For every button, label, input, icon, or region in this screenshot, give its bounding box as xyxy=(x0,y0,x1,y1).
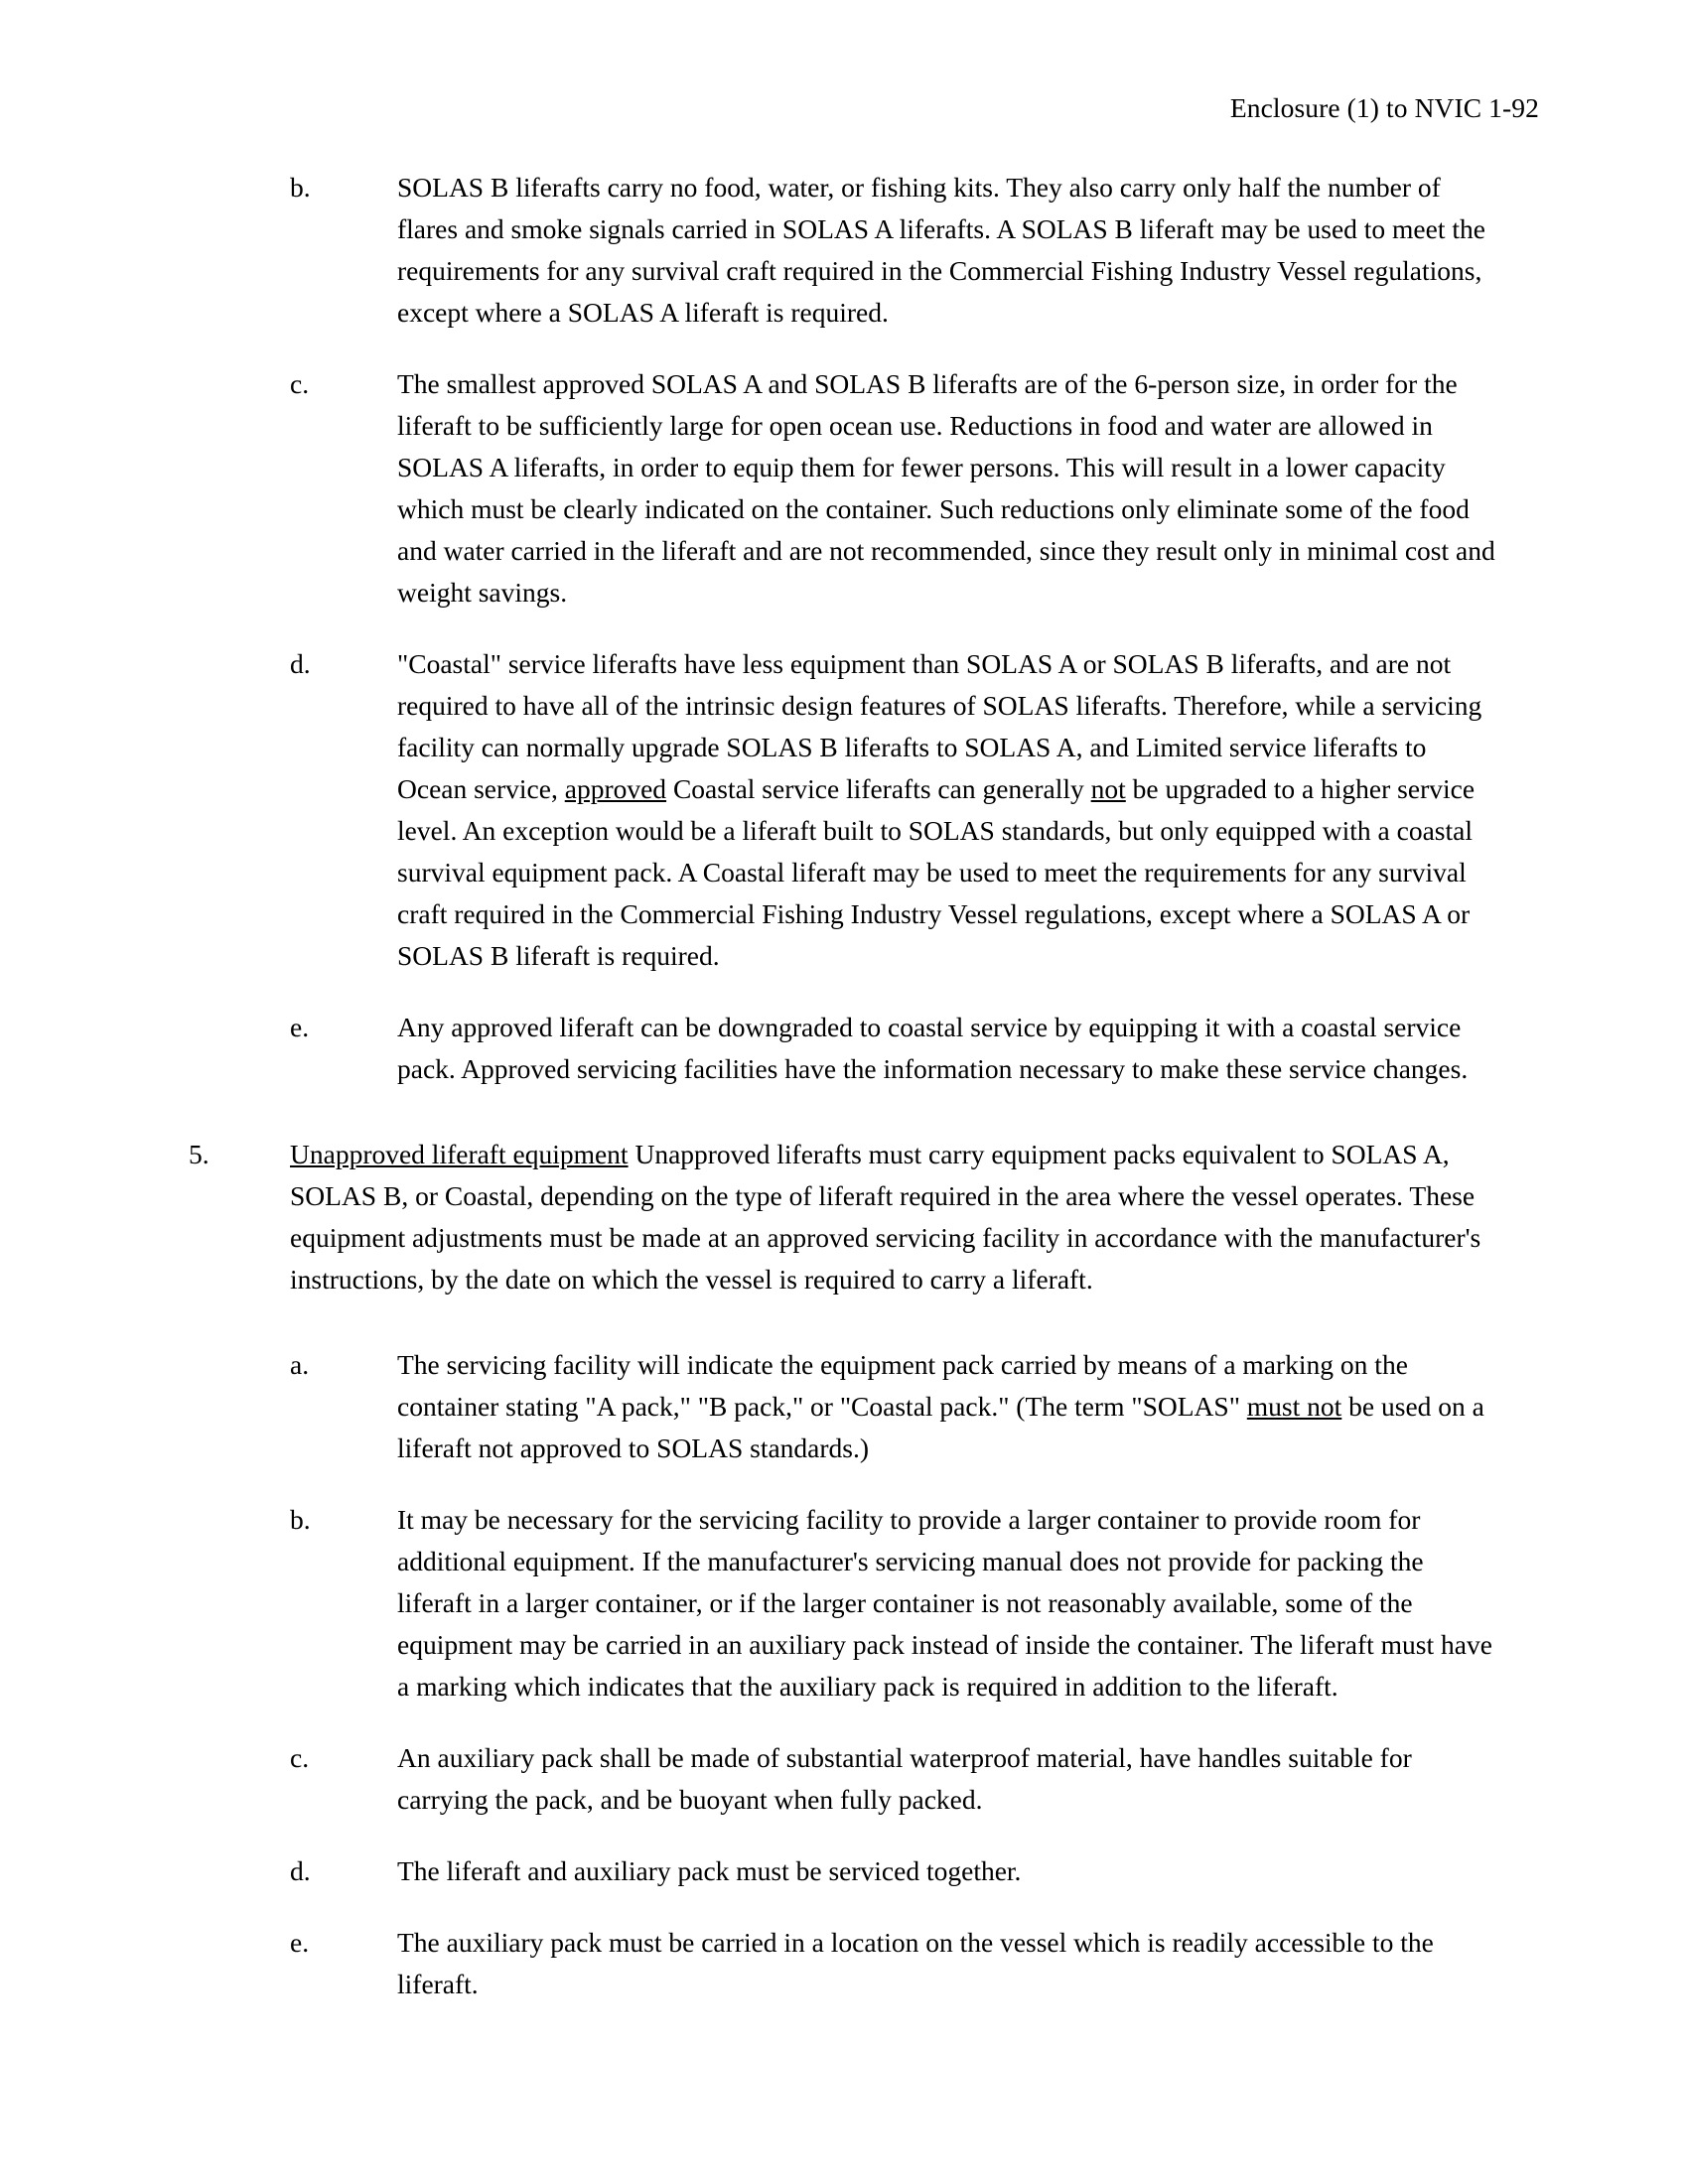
text-run: Coastal service liferafts can generally xyxy=(666,773,1091,804)
text-run: The servicing facility will indicate the equipment pack carried by means of a marking on the container stating "A pack," "B pack," or "Coastal pack." (The term "SOLAS" xyxy=(397,1349,1408,1422)
emphasis-must-not: must not xyxy=(1246,1391,1342,1422)
list-item-marker: d. xyxy=(290,1855,311,1886)
list-item-text xyxy=(397,1344,1499,1469)
list-item-marker: b. xyxy=(290,172,311,203)
list-item-marker: e. xyxy=(290,1927,310,1958)
numbered-item xyxy=(0,1134,1688,1300)
text-run: Unapproved liferafts must carry equipment packs equivalent to SOLAS A, SOLAS B, or Coastal, depending on the type of liferaft required in the area where the vessel operates. These equipment adjustments must be made at an approved servicing facility in accordance with the manufacturer's instructions, by the date on which the vessel is required to carry a liferaft. xyxy=(290,1139,1481,1295)
list-item xyxy=(0,1850,1688,1892)
list-item-text: The liferaft and auxiliary pack must be serviced together. xyxy=(397,1855,1022,1886)
text-run: be upgraded to a higher service level. An exception would be a liferaft built to SOLAS standards, but only equipped with a coastal survival equipment pack. A Coastal liferaft may be used to meet the requirements for any survival craft required in the Commercial Fishing Industry Vessel regulations, except where a SOLAS A or SOLAS B liferaft is required. xyxy=(397,773,1476,971)
emphasis-approved: approved xyxy=(564,773,667,804)
list-item-text: The auxiliary pack must be carried in a location on the vessel which is readily accessible to the liferaft. xyxy=(397,1927,1434,1999)
list-item-marker: b. xyxy=(290,1504,311,1535)
numbered-item-text xyxy=(290,1134,1499,1300)
list-item xyxy=(0,167,1688,334)
text-run: be used on a liferaft not approved to SOLAS standards.) xyxy=(397,1391,1484,1463)
list-item xyxy=(0,1737,1688,1821)
list-item-text: SOLAS B liferafts carry no food, water, or fishing kits. They also carry only half the number of flares and smoke signals carried in SOLAS A liferafts. A SOLAS B liferaft may be used to meet the requirements for any survival craft required in the Commercial Fishing Industry Vessel regulations, except where a SOLAS A liferaft is required. xyxy=(397,172,1485,328)
list-item-marker: a. xyxy=(290,1349,310,1380)
emphasis-heading: Unapproved liferaft equipment xyxy=(290,1139,629,1169)
list-item xyxy=(0,1007,1688,1090)
list-item-text: An auxiliary pack shall be made of substantial waterproof material, have handles suitable for carrying the pack, and be buoyant when fully packed. xyxy=(397,1742,1412,1815)
text-run: "Coastal" service liferafts have less equipment than SOLAS A or SOLAS B liferafts, and are not required to have all of the intrinsic design features of SOLAS liferafts. Therefore, while a servicing facility can normally upgrade SOLAS B liferafts to SOLAS A, and Limited service liferafts to Ocean service, xyxy=(397,648,1482,804)
list-item-text: Any approved liferaft can be downgraded to coastal service by equipping it with a coastal service pack. Approved servicing facilities have the information necessary to make these service changes. xyxy=(397,1012,1469,1084)
list-item xyxy=(0,1344,1688,1469)
document-body xyxy=(0,167,1688,2035)
list-item-marker: c. xyxy=(290,368,310,399)
page-header: Enclosure (1) to NVIC 1-92 xyxy=(1229,92,1539,123)
emphasis-not: not xyxy=(1090,773,1126,804)
list-item xyxy=(0,643,1688,977)
list-item-text: It may be necessary for the servicing facility to provide a larger container to provide room for additional equipment. If the manufacturer's servicing manual does not provide for packing the liferaft in a larger container, or if the larger container is not reasonably available, some of the equipment may be carried in an auxiliary pack instead of inside the container. The liferaft must have a marking which indicates that the auxiliary pack is required in addition to the liferaft. xyxy=(397,1504,1492,1702)
list-item-text xyxy=(397,643,1499,977)
list-item xyxy=(0,1922,1688,2005)
list-item xyxy=(0,1499,1688,1707)
list-item-marker: e. xyxy=(290,1012,310,1042)
list-item-marker: d. xyxy=(290,648,311,679)
numbered-item-marker: 5. xyxy=(189,1139,210,1169)
list-item-marker: c. xyxy=(290,1742,310,1773)
list-item-text: The smallest approved SOLAS A and SOLAS B liferafts are of the 6-person size, in order for the liferaft to be sufficiently large for open ocean use. Reductions in food and water are allowed in SOLAS A liferafts, in order to equip them for fewer persons. This will result in a lower capacity which must be clearly indicated on the container. Such reductions only eliminate some of the food and water carried in the liferaft and are not recommended, since they result only in minimal cost and weight savings. xyxy=(397,368,1495,608)
list-item xyxy=(0,363,1688,614)
